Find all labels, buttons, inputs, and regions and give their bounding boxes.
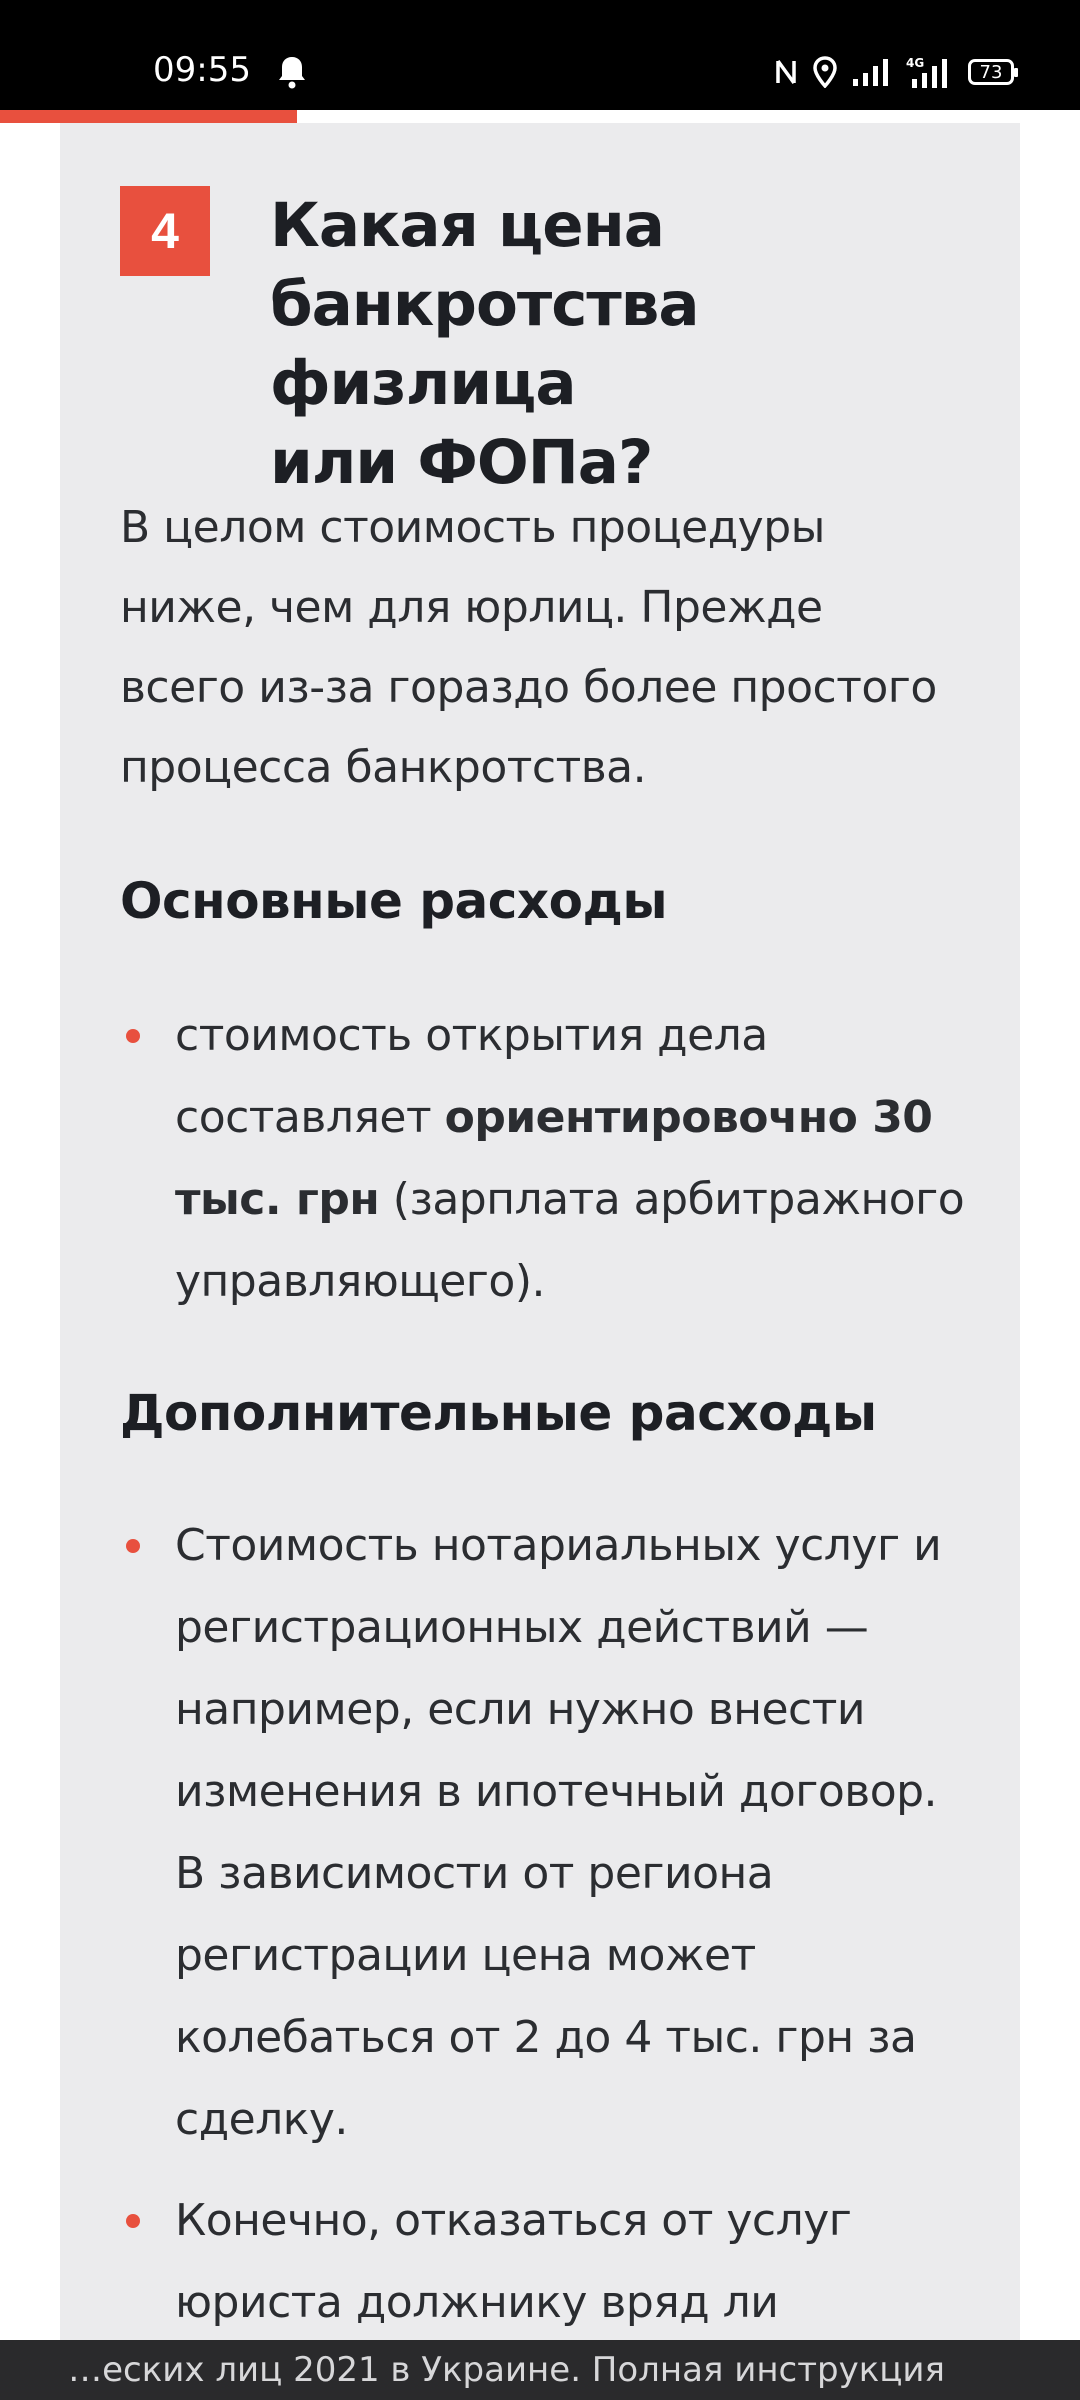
intro-paragraph	[120, 488, 1000, 808]
list-line: составляет	[175, 1092, 445, 1143]
bullet-dot	[126, 1029, 140, 1043]
extra-costs-heading: Дополнительные расходы	[120, 1384, 877, 1442]
extra-cost-item	[175, 2180, 975, 2344]
section-title-line: или ФОПа?	[270, 427, 653, 498]
4g-signal-icon	[906, 55, 954, 89]
intro-line: В целом стоимость процедуры	[120, 502, 825, 553]
extra-cost-item	[175, 1505, 975, 2161]
bullet-dot	[126, 1539, 140, 1553]
main-cost-item	[175, 995, 975, 1323]
nfc-icon	[774, 57, 798, 87]
list-line-bold: тыс. грн	[175, 1174, 380, 1225]
list-line: стоимость открытия дела	[175, 1010, 768, 1061]
intro-line: процесса банкротства.	[120, 742, 647, 793]
page-title-bar[interactable]	[0, 2340, 1080, 2400]
section-title-line: Какая цена	[270, 190, 664, 261]
list-line: например, если нужно внести	[175, 1684, 865, 1735]
intro-line: всего из-за гораздо более простого	[120, 662, 937, 713]
section-title	[270, 186, 990, 502]
svg-text:4G: 4G	[906, 56, 925, 70]
status-time: 09:55	[153, 50, 251, 90]
battery-indicator: 73	[968, 59, 1014, 85]
location-icon	[812, 56, 838, 88]
reading-progress	[0, 110, 1080, 123]
list-line: В зависимости от региона	[175, 1848, 774, 1899]
bullet-dot	[126, 2214, 140, 2228]
list-line: сделку.	[175, 2094, 348, 2145]
list-line-bold: ориентировочно 30	[444, 1092, 933, 1143]
list-line: регистрационных действий —	[175, 1602, 869, 1653]
signal-icon	[852, 57, 892, 87]
page-title-text: …еских лиц 2021 в Украине. Полная инструкция	[68, 2350, 945, 2390]
list-line: колебаться от 2 до 4 тыс. грн за	[175, 2012, 917, 2063]
list-line: регистрации цена может	[175, 1930, 756, 1981]
main-costs-heading: Основные расходы	[120, 872, 668, 930]
list-line: Конечно, отказаться от услуг	[175, 2195, 852, 2246]
status-icons	[774, 54, 1014, 90]
section-number-badge: 4	[120, 186, 210, 276]
list-line: юриста должнику вряд ли	[175, 2277, 779, 2328]
reading-progress-fill	[0, 110, 297, 123]
list-line: Стоимость нотариальных услуг и	[175, 1520, 942, 1571]
bell-icon	[276, 54, 308, 90]
list-line: (зарплата арбитражного	[379, 1174, 965, 1225]
status-bar	[0, 0, 1080, 110]
section-title-line: банкротства физлица	[270, 269, 699, 419]
list-line: управляющего).	[175, 1256, 545, 1307]
intro-line: ниже, чем для юрлиц. Прежде	[120, 582, 823, 633]
list-line: изменения в ипотечный договор.	[175, 1766, 938, 1817]
